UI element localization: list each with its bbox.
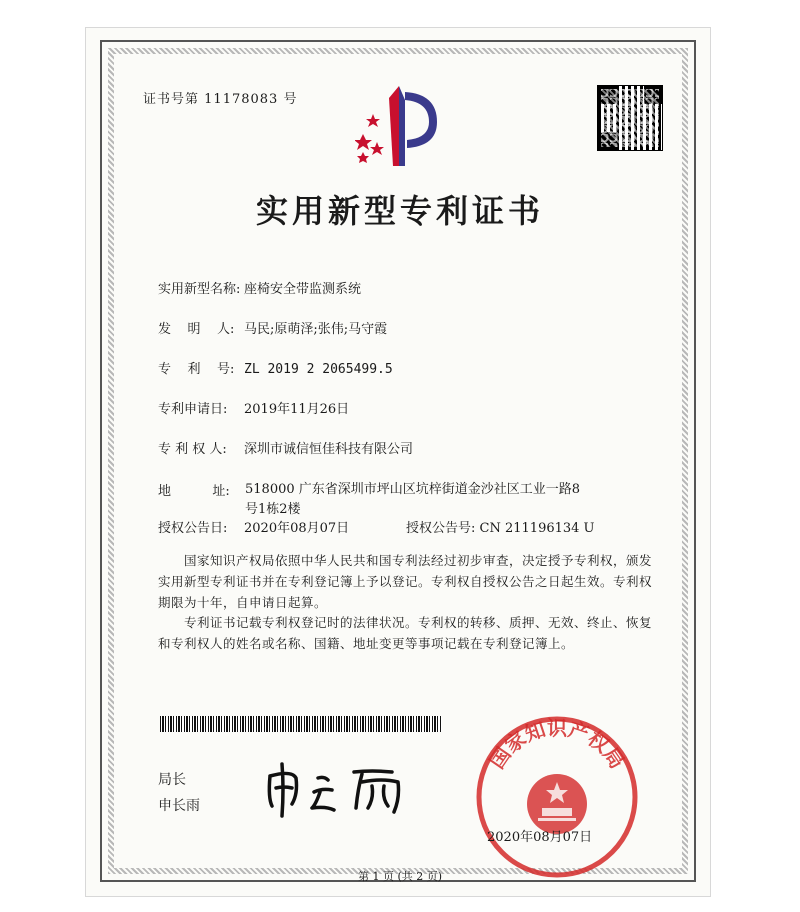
inventor-value: 马民;原萌泽;张伟;马守霞 [244, 322, 388, 337]
utility-model-name-row [158, 278, 361, 297]
patentee-label: 专 利 权 人: [158, 442, 227, 457]
seal-date: 2020年08月07日 [487, 830, 593, 845]
patentee-value: 深圳市诚信恒佳科技有限公司 [244, 442, 414, 457]
director-title: 局长 [158, 772, 186, 788]
grant-date-value: 2020年08月07日 [244, 521, 350, 536]
cnipa-logo-icon [355, 82, 451, 170]
official-seal [472, 712, 642, 882]
grant-number-label: 授权公告号: [406, 521, 476, 536]
director-signature [262, 758, 422, 818]
certificate-number-suffix: 号 [283, 92, 298, 107]
application-date-row [158, 398, 349, 417]
seal-text: 国家知识产权局 [484, 715, 630, 773]
grant-date-row [158, 517, 349, 536]
grant-number-row [406, 517, 595, 536]
application-date-value: 2019年11月26日 [244, 402, 350, 417]
address-label: 地 址: [158, 484, 230, 499]
utility-model-name-value: 座椅安全带监测系统 [244, 282, 362, 297]
address-value: 518000 广东省深圳市坪山区坑梓街道金沙社区工业一路8号1栋2楼 [245, 482, 581, 517]
patent-number-value: ZL 2019 2 2065499.5 [244, 362, 393, 377]
inventor-label: 发 明 人: [158, 322, 235, 337]
grant-number-value: CN 211196134 U [479, 521, 595, 536]
grant-date-label: 授权公告日: [158, 521, 228, 536]
grant-statement-paragraph: 国家知识产权局依照中华人民共和国专利法经过初步审查，决定授予专利权，颁发实用新型专利证书并在专利登记簿上予以登记。专利权自授权公告之日起生效。专利权期限为十年，自申请日起算。 [158, 553, 653, 610]
utility-model-name-label: 实用新型名称: [158, 282, 241, 297]
certificate-title: 实用新型专利证书 [255, 192, 544, 230]
page-number: 第 1 页 (共 2 页) [357, 870, 443, 883]
patent-number-row [158, 358, 393, 377]
address-row [158, 480, 244, 499]
barcode [160, 716, 442, 732]
inventor-row [158, 318, 387, 337]
certificate-number-label: 证书号第 [143, 92, 200, 107]
legal-status-paragraph: 专利证书记载专利权登记时的法律状况。专利权的转移、质押、无效、终止、恢复和专利权人的姓名或名称、国籍、地址变更等事项记载在专利登记簿上。 [158, 615, 653, 651]
certificate-number-value: 11178083 [204, 92, 279, 107]
national-emblem-icon [527, 774, 587, 834]
director-name: 申长雨 [158, 798, 200, 814]
application-date-label: 专利申请日: [158, 402, 228, 417]
patent-number-label: 专 利 号: [158, 362, 235, 377]
patentee-row [158, 438, 413, 457]
qr-code [598, 86, 662, 150]
certificate-number [143, 88, 297, 107]
svg-text:国家知识产权局 [485, 716, 630, 773]
